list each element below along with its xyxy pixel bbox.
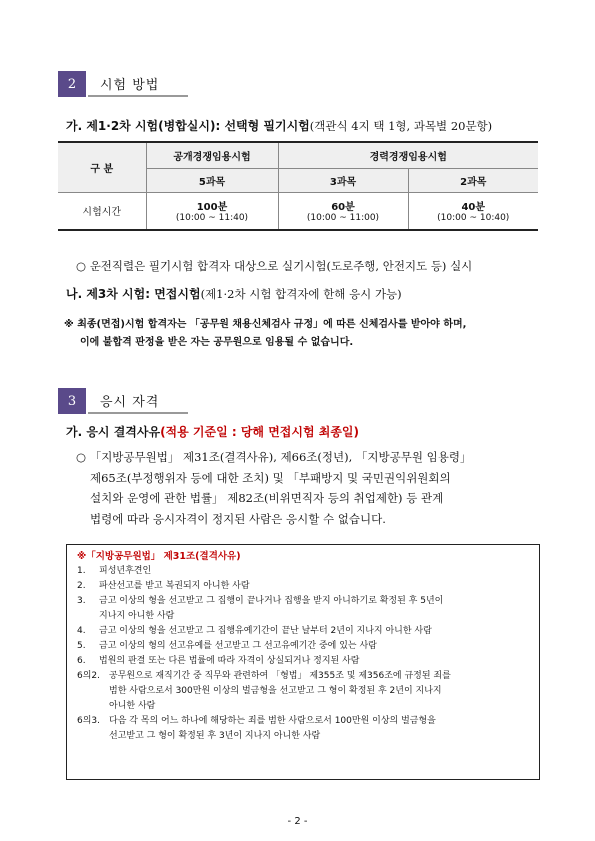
item-num: 6의3. xyxy=(77,716,101,726)
table-header-career: 경력경쟁임용시험 xyxy=(278,142,538,168)
note-line: ※ 최종(면접)시험 합격자는 「공무원 채용신체검사 규정」에 따른 신체검사를 받아야 하며, xyxy=(64,319,467,330)
heading-paren: (제1·2차 시험 합격자에 한해 응시 가능) xyxy=(200,287,402,301)
section-2-header xyxy=(58,71,188,97)
item-text: 법원의 판결 또는 다른 법률에 따라 자격이 상실되거나 정지된 사람 xyxy=(99,656,360,666)
list-item xyxy=(77,654,531,669)
cell-duration: 100분 xyxy=(196,202,228,214)
item-line: 아니한 사람 xyxy=(109,701,156,711)
page-number: - 2 - xyxy=(287,816,308,827)
item-num: 2. xyxy=(77,581,86,591)
heading-bold: 가. 응시 결격사유 xyxy=(66,425,161,439)
box-title: ※「지방공무원법」 제31조(결격사유) xyxy=(77,551,241,562)
item-line: 범한 사람으로서 300만원 이상의 벌금형을 선고받고 그 형이 확정된 후 2년이 지나지 xyxy=(109,686,442,696)
list-item xyxy=(77,564,531,579)
heading-paren: (객관식 4지 택 1형, 과목별 20문항) xyxy=(309,119,493,133)
table-sub-2: 2과목 xyxy=(408,168,538,192)
heading-written-exam xyxy=(66,117,492,134)
bullet-driver-practical: ○ 운전직렬은 필기시험 합격자 대상으로 실기시험(도로주행, 안전지도 등) 실시 xyxy=(76,259,473,273)
item-text: 금고 이상의 형을 선고받고 그 집행유예기간이 끝난 날부터 2년이 지나지 아니한 사람 xyxy=(99,626,432,636)
item-line: 선고받고 그 형이 확정된 후 3년이 지나지 아니한 사람 xyxy=(109,731,321,741)
heading-interview xyxy=(66,285,402,302)
table-header-open: 공개경쟁임용시험 xyxy=(146,142,278,168)
para-line: 법령에 따라 응시자격이 정지된 사람은 응시할 수 없습니다. xyxy=(90,511,386,526)
list-item xyxy=(77,594,531,624)
section-number: 2 xyxy=(58,71,86,97)
item-text: 금고 이상의 형의 선고유예를 선고받고 그 선고유예기간 중에 있는 사람 xyxy=(99,641,377,651)
list-item xyxy=(77,624,531,639)
section-title: 응시 자격 xyxy=(88,388,188,414)
table-header-category: 구 분 xyxy=(58,142,146,192)
item-text xyxy=(109,714,531,744)
cell-time: (10:00 ~ 11:00) xyxy=(306,213,380,224)
list-item xyxy=(77,669,531,714)
item-text: 피성년후견인 xyxy=(99,566,152,576)
section-title: 시험 방법 xyxy=(88,71,188,97)
cell-duration: 40분 xyxy=(461,202,486,214)
section-3-header xyxy=(58,388,188,414)
item-num: 1. xyxy=(77,566,86,576)
heading-disqualification xyxy=(66,423,359,440)
item-num: 4. xyxy=(77,626,86,636)
item-num: 6의2. xyxy=(77,671,101,681)
note-line: 이에 불합격 판정을 받은 자는 공무원으로 임용될 수 없습니다. xyxy=(80,337,354,348)
heading-bold: 가. 제1·2차 시험(병합실시): 선택형 필기시험 xyxy=(66,119,310,133)
item-line: 금고 이상의 형을 선고받고 그 집행이 끝나거나 집행을 받지 아니하기로 확정된 후 5년이 xyxy=(99,596,444,606)
exam-time-table xyxy=(58,141,538,231)
item-text: 파산선고를 받고 복권되지 아니한 사람 xyxy=(99,581,250,591)
table-cell xyxy=(408,192,538,230)
item-text xyxy=(99,594,531,624)
table-cell xyxy=(146,192,278,230)
para-line: 제65조(부정행위자 등에 대한 조치) 및 「부패방지 및 국민권익위원회의 xyxy=(90,470,451,485)
item-num: 6. xyxy=(77,656,86,666)
list-item xyxy=(77,639,531,654)
para-line: ○ 「지방공무원법」 제31조(결격사유), 제66조(정년), 「지방공무원 임용령」 xyxy=(76,450,472,464)
item-line: 공무원으로 재직기간 중 직무와 관련하여 「형법」 제355조 및 제356조에 규정된 죄를 xyxy=(109,671,451,681)
disqualification-paragraph xyxy=(76,447,546,529)
article-31-box xyxy=(66,544,540,780)
item-num: 3. xyxy=(77,596,86,606)
heading-bold: 나. 제3차 시험: 면접시험 xyxy=(66,287,201,301)
list-item xyxy=(77,579,531,594)
cell-duration: 60분 xyxy=(331,202,355,214)
table-sub-5: 5과목 xyxy=(146,168,278,192)
section-number: 3 xyxy=(58,388,86,414)
cell-time: (10:00 ~ 11:40) xyxy=(175,213,249,224)
heading-reference-date: (적용 기준일 : 당해 면접시험 최종일) xyxy=(160,425,360,439)
cell-time: (10:00 ~ 10:40) xyxy=(437,213,510,224)
table-row-label: 시험시간 xyxy=(58,192,146,230)
para-line: 설치와 운영에 관한 법률」 제82조(비위면직자 등의 취업제한) 등 관계 xyxy=(90,491,444,506)
item-text xyxy=(109,669,531,714)
table-sub-3: 3과목 xyxy=(278,168,408,192)
list-item xyxy=(77,714,531,744)
table-cell xyxy=(278,192,408,230)
item-num: 5. xyxy=(77,641,86,651)
item-line: 지나지 아니한 사람 xyxy=(99,611,175,621)
item-line: 다음 각 목의 어느 하나에 해당하는 죄를 범한 사람으로서 100만원 이상의 벌금형을 xyxy=(109,716,436,726)
